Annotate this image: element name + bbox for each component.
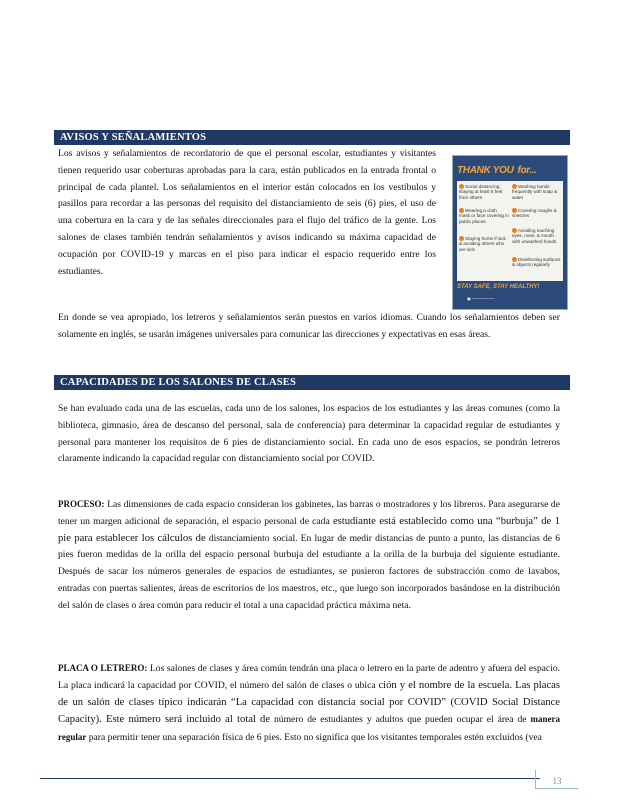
poster-item: Washing hands frequently with soap & water [512, 184, 558, 200]
poster-logo: ▣ ──────── [467, 296, 495, 301]
paragraph-capacidades-1: Se han evaluado cada una de las escuelas, cada uno de los salones, los espacios de los estudiantes y las áreas comunes (como la biblioteca, gimnasio, área de descanso del personal, sala de conferencia) para determinar la capacidad regular de estudiantes y personal para mantener los requisitos de 6 pies de distanciamiento social. En cada uno de esos espacios, se pondrán letreros claramente indicando la capacidad regular con distanciamiento social por COVID. [58, 403, 560, 465]
poster-footer: STAY SAFE, STAY HEALTHY! [457, 284, 540, 290]
section-heading-capacidades: CAPACIDADES DE LOS SALONES DE CLASES [54, 375, 570, 390]
proceso-label: PROCESO: [58, 499, 105, 509]
footer-rule [40, 778, 540, 779]
poster-item: Wearing a cloth mask or face covering in public places [459, 208, 509, 224]
thank-you-poster [452, 155, 568, 310]
poster-headline: THANK YOU for... [457, 165, 537, 176]
placa-label: PLACA O LETRERO: [58, 663, 148, 673]
paragraph-avisos-1: Los avisos y señalamientos de recordatorio de que el personal escolar, estudiantes y visitantes tienen requerido usar coberturas aprobadas para la cara, están publicados en la entrada frontal o principal de cada plantel. Los señalamientos en el interior están colocados en los vestíbulos y pasillos para recordar a las personas del requisito del distanciamiento de seis (6) pies, el uso de una cobertura en la cara y de las señales direccionales para el flujo del tráfico de la gente. Los salones de clases también tendrán señalamientos y avisos indicando su máxima capacidad de ocupación por COVID-19 y marcas en el piso para indicar el espacio requerido entre los estudiantes. [58, 148, 436, 277]
poster-body [457, 181, 563, 281]
poster-item: Covering coughs & sneezes [512, 208, 557, 219]
paragraph-proceso: PROCESO: Las dimensiones de cada espacio consideran los gabinetes, las barras o mostradores y los libreros. Para asegurarse de tener un margen adicional de separación, el espacio personal de cada estudiante está establecido como una “burbuja” de 1 pie para establecer los cálculos de distanciamiento social. En lugar de medir distancias de punto a punto, las distancias de 6 pies fueron medidas de la orilla del espacio personal burbuja del estudiante a la orilla de la burbuja del siguiente estudiante. Después de sacar los números generales de espacios de estudiantes, se pusieron factores de substracción como de lavabos, entradas con puertas salientes, áreas de escritorios de los maestros, etc., que luego son incorporados basándose en la distribución del salón de clases o área común para reducir el total a una capacidad práctica máxima neta. [58, 499, 561, 611]
page-number: 13 [535, 770, 578, 789]
poster-item: Disinfecting surfaces & objects regularly [512, 257, 561, 268]
section-heading-avisos: AVISOS Y SEÑALAMIENTOS [54, 130, 570, 145]
poster-item: Social distancing, staying at least 6 feet from others [459, 184, 503, 200]
paragraph-avisos-2: En donde se vea apropiado, los letreros y señalamientos serán puestos en varios idiomas. Cuando los señalamientos deben ser solamente en inglés, se usarán imágenes universales para comunicar las direcciones y expectativas en esas áreas. [58, 312, 560, 340]
paragraph-placa: PLACA O LETRERO: Los salones de clases y área común tendrán una placa o letrero en la parte de adentro y afuera del espacio. La placa indicará la capacidad por COVID, el número del salón de clases o ubica ción y el nombre de la escuela. Las placas de un salón de clases típico indicarán “La capacidad con distancia social por COVID” (COVID Social Distance Capacity). Este número será incluido al total de número de estudiantes y adultos que pueden ocupar el área de manera regular para permitir tener una separación física de 6 pies. Esto no significa que los visitantes temporales estén excluidos (vea [58, 663, 561, 744]
poster-item: Staying home if sick & avoiding others who are sick [459, 236, 506, 252]
poster-item: Avoiding touching eyes, nose, & mouth with unwashed hands [512, 228, 557, 244]
